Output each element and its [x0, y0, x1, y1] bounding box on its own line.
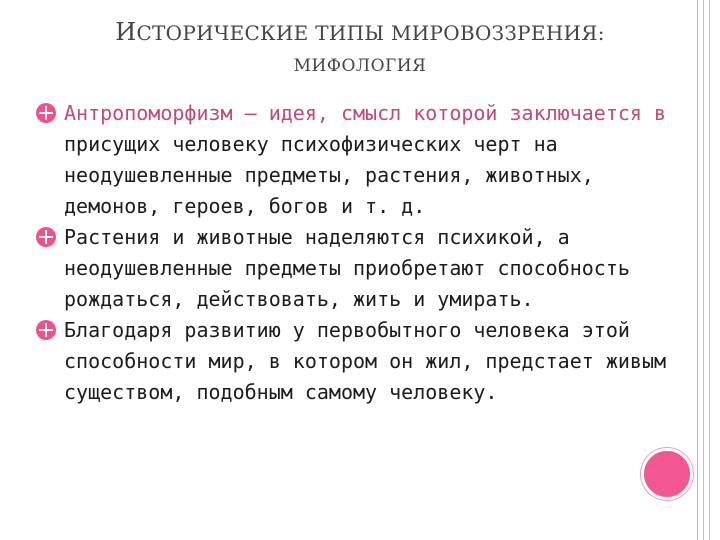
bullet-item — [26, 222, 686, 315]
decor-line-2 — [703, 0, 704, 540]
title-line — [0, 18, 720, 46]
slide-subtitle: МИФОЛОГИЯ — [293, 56, 427, 76]
decor-circle — [641, 448, 693, 500]
bullet-text: Растения и животные наделяются психикой, а неодушевленные предметы приобретают способность рождаться, действовать, жить и умирать. — [64, 225, 630, 311]
slide-title — [0, 18, 720, 76]
title-text: СТОРИЧЕСКИЕ ТИПЫ МИРОВОЗЗРЕНИЯ: — [136, 21, 605, 45]
bullet-text: Благодаря развитию у первобытного человека этой способности мир, в котором он жил, предстает живым существом, подобным самому человеку. — [64, 318, 667, 404]
bullet-item — [26, 315, 686, 408]
title-first-letter: И — [115, 18, 137, 46]
bullet-item — [26, 98, 686, 222]
plus-bullet-icon — [36, 103, 56, 123]
plus-bullet-icon — [36, 227, 56, 247]
bullet-accent-text: Антропоморфизм – идея, смысл которой заключается в — [64, 101, 667, 125]
bullet-text: присущих человеку психофизических черт на неодушевленные предметы, растения, животных, демонов, героев, богов и т. д. — [64, 132, 594, 218]
decor-line-1 — [697, 0, 698, 540]
bullet-list — [26, 98, 686, 408]
decor-line-3 — [709, 0, 710, 540]
plus-bullet-icon — [36, 320, 56, 340]
